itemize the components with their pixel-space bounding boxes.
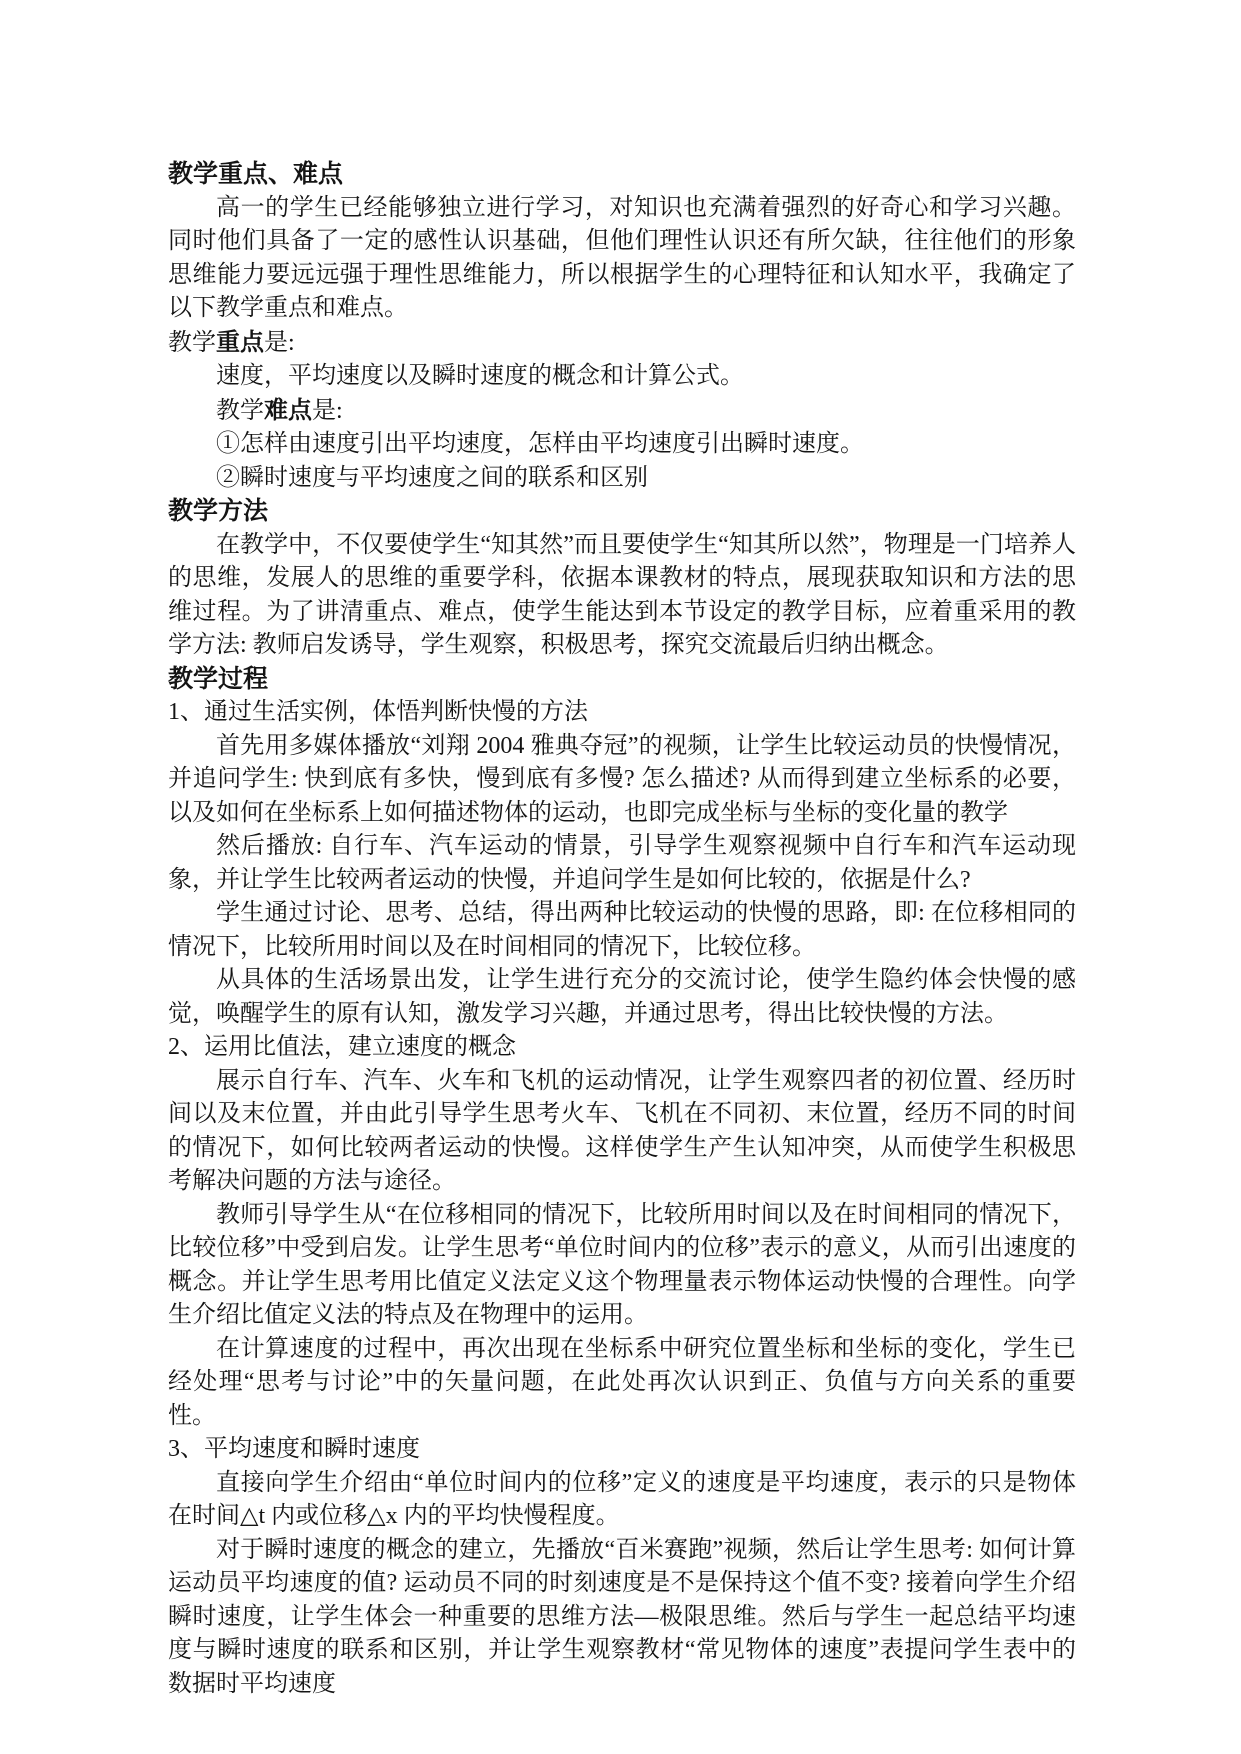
difficult-point-post: 是: <box>312 397 343 424</box>
step1-paragraph-3: 学生通过讨论、思考、总结，得出两种比较运动的快慢的思路，即: 在位移相同的情况下，比较所用时间以及在时间相同的情况下，比较位移。 <box>168 900 1076 960</box>
key-point-bold: 重点 <box>216 328 264 356</box>
line-key-point-label <box>168 326 1076 361</box>
line-key-point-content: 速度，平均速度以及瞬时速度的概念和计算公式。 <box>216 363 744 389</box>
step3-paragraph-1: 直接向学生介绍由“单位时间内的位移”定义的速度是平均速度，表示的只是物体在时间△t 内或位移△x 内的平均快慢程度。 <box>168 1469 1076 1529</box>
step1-title: 1、通过生活实例，体悟判断快慢的方法 <box>168 699 588 725</box>
heading-process: 教学过程 <box>168 664 269 693</box>
paragraph-learner-analysis: 高一的学生已经能够独立进行学习，对知识也充满着强烈的好奇心和学习兴趣。同时他们具备了一定的感性认识基础，但他们理性认识还有所欠缺，往往他们的形象思维能力要远远强于理性思维能力，所以根据学生的心理特征和认知水平，我确定了以下教学重点和难点。 <box>168 194 1076 321</box>
step3-paragraph-2: 对于瞬时速度的概念的建立，先播放“百米赛跑”视频，然后让学生思考: 如何计算运动员平均速度的值? 运动员不同的时刻速度是不是保持这个值不变? 接着向学生介绍瞬时速度，让学生体会一种重要的思维方法—极限思维。然后与学生一起总结平均速度与瞬时速度的联系和区别，并让学生观察教材“常见物体的速度”表提问学生表中的数据时平均速度 <box>168 1536 1076 1697</box>
heading-key-points: 教学重点、难点 <box>168 160 344 188</box>
step2-paragraph-2: 教师引导学生从“在位移相同的情况下，比较所用时间以及在时间相同的情况下，比较位移”中受到启发。让学生思考“单位时间内的位移”表示的意义，从而引出速度的概念。并让学生思考用比值定义法定义这个物理量表示物体运动快慢的合理性。向学生介绍比值定义法的特点及在物理中的运用。 <box>168 1201 1076 1328</box>
step2-title: 2、运用比值法，建立速度的概念 <box>168 1034 516 1060</box>
step1-paragraph-2: 然后播放: 自行车、汽车运动的情景，引导学生观察视频中自行车和汽车运动现象，并让学生比较两者运动的快慢，并追问学生是如何比较的，依据是什么? <box>168 833 1076 893</box>
key-point-post: 是: <box>264 329 295 356</box>
document-body <box>168 158 1076 1701</box>
step1-paragraph-4: 从具体的生活场景出发，让学生进行充分的交流讨论，使学生隐约体会快慢的感觉，唤醒学生的原有认知，激发学习兴趣，并通过思考，得出比较快慢的方法。 <box>168 967 1076 1027</box>
key-point-pre: 教学 <box>168 329 216 356</box>
difficult-item-1: ①怎样由速度引出平均速度，怎样由平均速度引出瞬时速度。 <box>216 431 864 457</box>
step2-paragraph-3: 在计算速度的过程中，再次出现在坐标系中研究位置坐标和坐标的变化，学生已经处理“思考与讨论”中的矢量问题，在此处再次认识到正、负值与方向关系的重要性。 <box>168 1335 1076 1429</box>
step3-title: 3、平均速度和瞬时速度 <box>168 1436 420 1462</box>
step1-paragraph-1: 首先用多媒体播放“刘翔 2004 雅典夺冠”的视频，让学生比较运动员的快慢情况，并追问学生: 快到底有多快，慢到底有多慢? 怎么描述? 从而得到建立坐标系的必要，以及如何在坐标系上如何描述物体的运动，也即完成坐标与坐标的变化量的教学 <box>168 732 1076 826</box>
step2-paragraph-1: 展示自行车、汽车、火车和飞机的运动情况，让学生观察四者的初位置、经历时间以及末位置，并由此引导学生思考火车、飞机在不同初、末位置，经历不同的时间的情况下，如何比较两者运动的快慢。这样使学生产生认知冲突，从而使学生积极思考解决问题的方法与途径。 <box>168 1067 1076 1194</box>
difficult-item-2: ②瞬时速度与平均速度之间的联系和区别 <box>216 464 648 491</box>
line-difficult-point-label <box>168 394 1076 429</box>
difficult-point-bold: 难点 <box>264 396 312 424</box>
heading-method: 教学方法 <box>168 497 269 525</box>
difficult-point-pre: 教学 <box>216 397 264 424</box>
paragraph-method: 在教学中，不仅要使学生“知其然”而且要使学生“知其所以然”，物理是一门培养人的思维，发展人的思维的重要学科，依据本课教材的特点，展现获取知识和方法的思维过程。为了讲清重点、难点，使学生能达到本节设定的教学目标，应着重采用的教学方法: 教师启发诱导，学生观察，积极思考，探究交流最后归纳出概念。 <box>168 531 1076 658</box>
